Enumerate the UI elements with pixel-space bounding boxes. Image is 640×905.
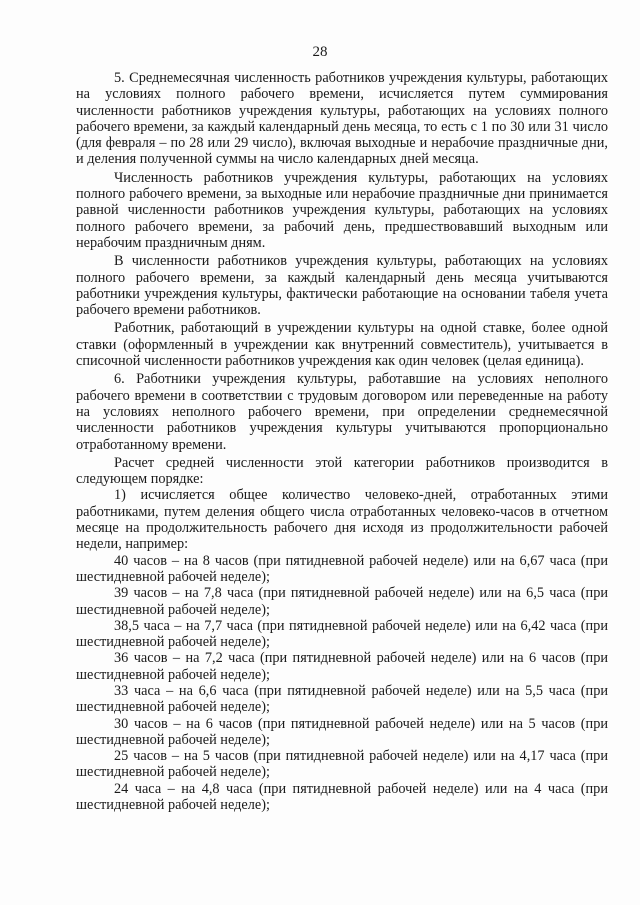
paragraph-6: Расчет средней численности этой категории работников производится в следующем порядке: — [76, 454, 608, 488]
paragraph-5: 6. Работники учреждения культуры, работавшие на условиях неполного рабочего времени в соответствии с трудовым договором или переведенные на работу на условиях неполного рабочего времени, при определении среднемесячной численности работников учреждения культуры учитываются пропорционально отработанному времени. — [76, 371, 608, 453]
paragraph-2: Численность работников учреждения культуры, работающих на условиях полного рабочего времени, за выходные или нерабочие праздничные дни принимается равной численности работников учреждения культуры, работающих на условиях полного рабочего времени, за рабочий день, предшествовавший выходным или нерабочим праздничным дням. — [76, 169, 608, 251]
list-item-39-hours: 39 часов – на 7,8 часа (при пятидневной рабочей неделе) или на 6,5 часа (при шестидневной рабочей неделе); — [76, 585, 608, 618]
list-item-24-hours: 24 часа – на 4,8 часа (при пятидневной рабочей неделе) или на 4 часа (при шестидневной рабочей неделе); — [76, 780, 608, 814]
list-item-36-hours: 36 часов – на 7,2 часа (при пятидневной рабочей неделе) или на 6 часов (при шестидневной рабочей неделе); — [76, 650, 608, 683]
list-item-30-hours: 30 часов – на 6 часов (при пятидневной рабочей неделе) или на 5 часов (при шестидневной рабочей неделе); — [76, 715, 608, 748]
list-item-25-hours: 25 часов – на 5 часов (при пятидневной рабочей неделе) или на 4,17 часа (при шестидневной рабочей неделе); — [76, 748, 608, 781]
list-item-33-hours: 33 часа – на 6,6 часа (при пятидневной рабочей неделе) или на 5,5 часа (при шестидневной рабочей неделе); — [76, 682, 608, 716]
list-item-38-5-hours: 38,5 часа – на 7,7 часа (при пятидневной рабочей неделе) или на 6,42 часа (при шестидневной рабочей неделе); — [76, 617, 608, 651]
page-number: 28 — [312, 44, 328, 60]
list-item-40-hours: 40 часов – на 8 часов (при пятидневной рабочей неделе) или на 6,67 часа (при шестидневной рабочей неделе); — [76, 552, 608, 585]
document-body — [76, 70, 608, 813]
paragraph-3: В численности работников учреждения культуры, работающих на условиях полного рабочего времени, за каждый календарный день месяца учитываются работники учреждения культуры, фактически работающие на основании табеля учета рабочего времени работников. — [76, 253, 608, 319]
paragraph-4: Работник, работающий в учреждении культуры на одной ставке, более одной ставки (оформленный в учреждении как внутренний совместитель), учитывается в списочной численности работников учреждения как один человек (целая единица). — [76, 320, 608, 370]
paragraph-7: 1) исчисляется общее количество человеко-дней, отработанных этими работниками, путем деления общего числа отработанных человеко-часов в отчетном месяце на продолжительность рабочего дня исходя из продолжительности рабочей недели, например: — [76, 487, 608, 553]
paragraph-1: 5. Среднемесячная численность работников учреждения культуры, работающих на условиях полного рабочего времени, исчисляется путем суммирования численности работников учреждения культуры, работающих на условиях полного рабочего времени, за каждый календарный день месяца, то есть с 1 по 30 или 31 число (для февраля – по 28 или 29 число), включая выходные и нерабочие праздничные дни, и деления полученной суммы на число календарных дней месяца. — [76, 70, 608, 168]
